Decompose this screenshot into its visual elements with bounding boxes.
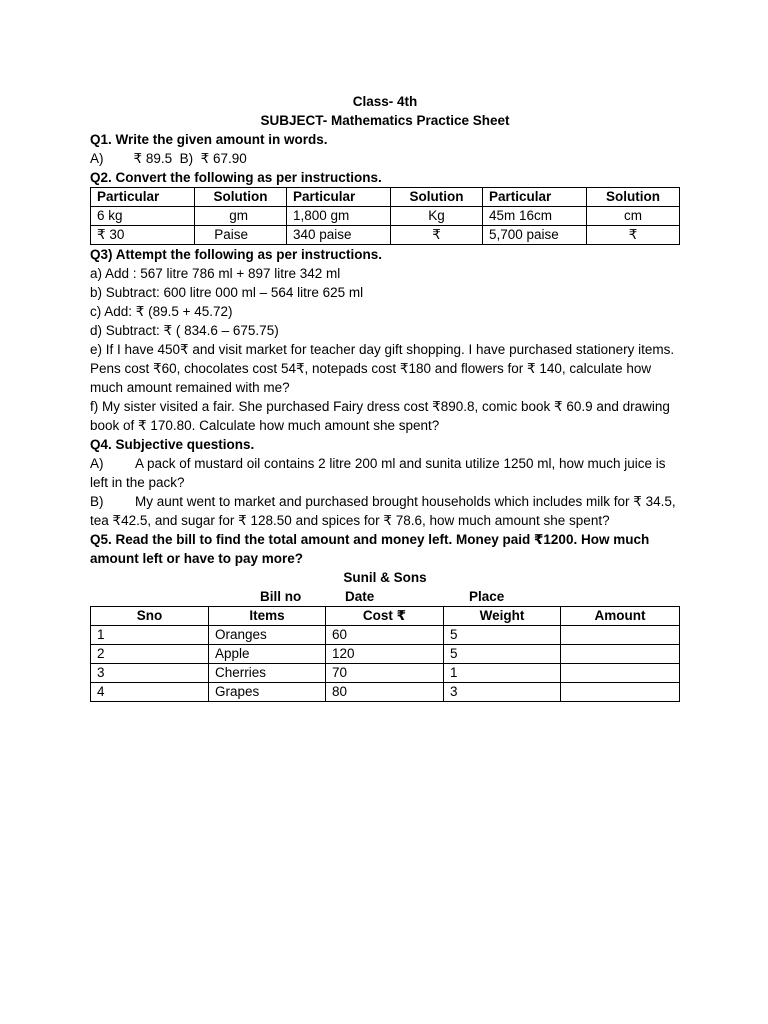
table-cell: ₹ bbox=[587, 226, 680, 245]
column-header: Solution bbox=[391, 188, 483, 207]
q1-amounts: A) ₹ 89.5 B) ₹ 67.90 bbox=[90, 151, 247, 166]
table-cell: 45m 16cm bbox=[483, 207, 587, 226]
table-cell: Apple bbox=[209, 645, 326, 664]
place-label: Place bbox=[469, 589, 505, 604]
column-header: Particular bbox=[91, 188, 195, 207]
table-cell: 60 bbox=[326, 626, 444, 645]
table-cell: gm bbox=[195, 207, 287, 226]
q3-part-e: e) If I have 450₹ and visit market for teacher day gift shopping. I have purchased stationery items. Pens cost ₹60, chocolates cost 54₹, notepads cost ₹180 and flowers for ₹ 140, calculate how much amount remained with me? bbox=[90, 342, 675, 395]
q4-part-b bbox=[90, 492, 680, 530]
table-cell: 80 bbox=[326, 683, 444, 702]
table-cell: Grapes bbox=[209, 683, 326, 702]
table-cell: 70 bbox=[326, 664, 444, 683]
table-cell: 3 bbox=[91, 664, 209, 683]
column-header: Items bbox=[209, 607, 326, 626]
table-row bbox=[91, 207, 680, 226]
table-cell: 340 paise bbox=[287, 226, 391, 245]
table-row bbox=[91, 664, 680, 683]
q5-title: Q5. Read the bill to find the total amount and money left. Money paid ₹1200. How much amount left or have to pay more? bbox=[90, 532, 650, 566]
q3-part-b: b) Subtract: 600 litre 000 ml – 564 litre 625 ml bbox=[90, 285, 364, 300]
conversion-table bbox=[90, 187, 680, 245]
table-cell: ₹ 30 bbox=[91, 226, 195, 245]
column-header: Weight bbox=[444, 607, 561, 626]
table-row bbox=[91, 683, 680, 702]
table-header-row bbox=[91, 188, 680, 207]
table-cell bbox=[561, 664, 680, 683]
class-heading: Class- 4th bbox=[352, 94, 418, 109]
table-row bbox=[91, 626, 680, 645]
column-header: Particular bbox=[483, 188, 587, 207]
column-header: Sno bbox=[91, 607, 209, 626]
column-header: Particular bbox=[287, 188, 391, 207]
table-cell: ₹ bbox=[391, 226, 483, 245]
table-cell: 1 bbox=[91, 626, 209, 645]
q4-b-text: My aunt went to market and purchased brought households which includes milk for ₹ 34.5, tea ₹42.5, and sugar for ₹ 128.50 and spices for ₹ 78.6, how much amount she spent? bbox=[90, 494, 676, 528]
q3-part-a: a) Add : 567 litre 786 ml + 897 litre 342 ml bbox=[90, 266, 341, 281]
q4-title: Q4. Subjective questions. bbox=[90, 437, 255, 452]
table-cell: Oranges bbox=[209, 626, 326, 645]
q2-title: Q2. Convert the following as per instructions. bbox=[90, 170, 382, 185]
q3-part-d: d) Subtract: ₹ ( 834.6 – 675.75) bbox=[90, 323, 279, 338]
bill-table bbox=[90, 606, 680, 702]
table-cell: 1 bbox=[444, 664, 561, 683]
q3-part-c: c) Add: ₹ (89.5 + 45.72) bbox=[90, 304, 233, 319]
table-cell: 5 bbox=[444, 645, 561, 664]
column-header: Cost ₹ bbox=[326, 607, 444, 626]
shop-name: Sunil & Sons bbox=[343, 570, 427, 585]
table-cell bbox=[561, 626, 680, 645]
table-header-row bbox=[91, 607, 680, 626]
table-row bbox=[91, 645, 680, 664]
q4-a-text: A pack of mustard oil contains 2 litre 200 ml and sunita utilize 1250 ml, how much juice is left in the pack? bbox=[90, 456, 666, 490]
table-cell: Kg bbox=[391, 207, 483, 226]
table-row bbox=[91, 226, 680, 245]
table-cell: 120 bbox=[326, 645, 444, 664]
table-cell: 5 bbox=[444, 626, 561, 645]
subject-heading: SUBJECT- Mathematics Practice Sheet bbox=[260, 113, 510, 128]
table-cell: 1,800 gm bbox=[287, 207, 391, 226]
table-cell bbox=[561, 683, 680, 702]
table-cell: 4 bbox=[91, 683, 209, 702]
date-label: Date bbox=[345, 589, 375, 604]
column-header: Amount bbox=[561, 607, 680, 626]
worksheet bbox=[90, 92, 680, 702]
table-cell: 6 kg bbox=[91, 207, 195, 226]
table-cell bbox=[561, 645, 680, 664]
bill-header bbox=[90, 587, 680, 606]
table-cell: 5,700 paise bbox=[483, 226, 587, 245]
table-cell: 3 bbox=[444, 683, 561, 702]
table-cell: Paise bbox=[195, 226, 287, 245]
q3-part-f: f) My sister visited a fair. She purchased Fairy dress cost ₹890.8, comic book ₹ 60.9 and drawing book of ₹ 170.80. Calculate how much amount she spent? bbox=[90, 399, 670, 433]
table-cell: Cherries bbox=[209, 664, 326, 683]
column-header: Solution bbox=[195, 188, 287, 207]
q1-title: Q1. Write the given amount in words. bbox=[90, 132, 328, 147]
table-cell: cm bbox=[587, 207, 680, 226]
q4-b-label: B) bbox=[90, 494, 104, 509]
bill-no-label: Bill no bbox=[260, 589, 302, 604]
q4-part-a bbox=[90, 454, 680, 492]
column-header: Solution bbox=[587, 188, 680, 207]
q3-title: Q3) Attempt the following as per instructions. bbox=[90, 247, 383, 262]
table-cell: 2 bbox=[91, 645, 209, 664]
q4-a-label: A) bbox=[90, 456, 104, 471]
